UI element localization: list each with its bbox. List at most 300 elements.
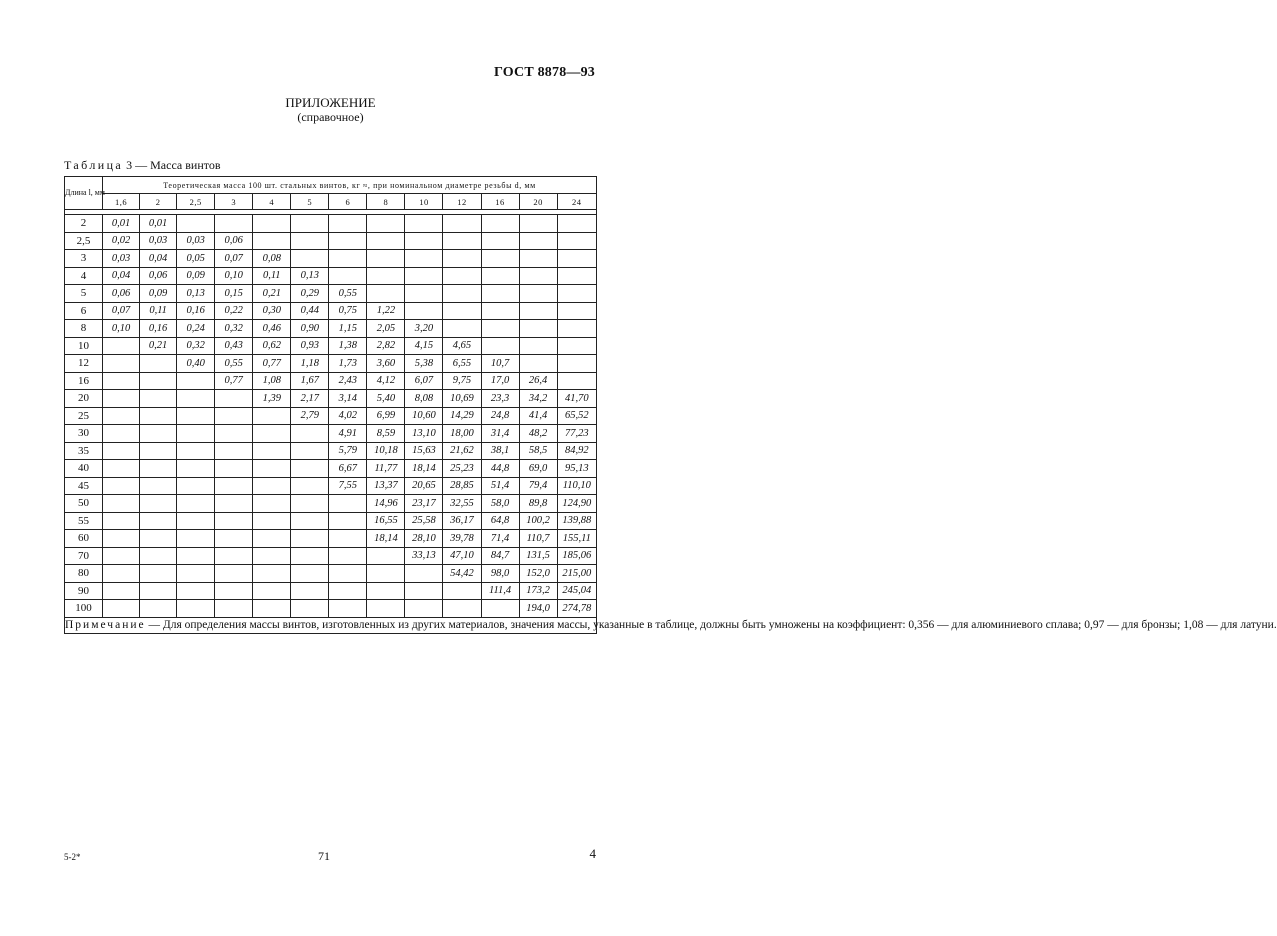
mass-cell: 0,21 (140, 337, 177, 355)
mass-cell (519, 302, 557, 320)
mass-cell (519, 355, 557, 373)
mass-cell: 0,29 (291, 285, 329, 303)
table-row (65, 250, 597, 268)
mass-cell (405, 285, 443, 303)
mass-cell (291, 215, 329, 233)
length-cell: 20 (65, 390, 103, 408)
mass-cell (215, 425, 253, 443)
mass-cell (291, 530, 329, 548)
length-cell: 8 (65, 320, 103, 338)
mass-cell (329, 232, 367, 250)
table-row (65, 355, 597, 373)
mass-cell: 0,09 (140, 285, 177, 303)
mass-cell: 0,40 (177, 355, 215, 373)
length-cell: 3 (65, 250, 103, 268)
note-text: — Для определения массы винтов, изготовленных из других материалов, значения массы, указанные в таблице, должны быть умножены на коэффициент: 0,356 — для алюминиевого сплава; 0,97 — для бронзы; 1,08 — для латуни. (148, 618, 1277, 631)
mass-cell (557, 250, 596, 268)
mass-cell (367, 267, 405, 285)
table-row (65, 530, 597, 548)
mass-cell: 48,2 (519, 425, 557, 443)
mass-cell (519, 285, 557, 303)
mass-cell: 152,0 (519, 565, 557, 583)
mass-cell: 0,06 (215, 232, 253, 250)
mass-cell: 0,03 (103, 250, 140, 268)
table-row (65, 425, 597, 443)
mass-cell: 25,58 (405, 512, 443, 530)
mass-cell (103, 495, 140, 513)
mass-cell (215, 390, 253, 408)
mass-cell: 0,07 (215, 250, 253, 268)
mass-cell: 39,78 (443, 530, 481, 548)
mass-cell (367, 547, 405, 565)
mass-cell: 0,13 (177, 285, 215, 303)
mass-cell (215, 460, 253, 478)
mass-cell (329, 530, 367, 548)
table-note (65, 617, 1277, 633)
mass-cell: 0,11 (140, 302, 177, 320)
mass-cell (253, 442, 291, 460)
mass-cell: 0,32 (215, 320, 253, 338)
mass-cell (140, 460, 177, 478)
mass-cell (519, 320, 557, 338)
mass-cell: 65,52 (557, 407, 596, 425)
mass-cell (519, 337, 557, 355)
mass-cell (103, 372, 140, 390)
mass-cell: 4,02 (329, 407, 367, 425)
footer-code: 5-2* (64, 852, 81, 862)
table-row (65, 460, 597, 478)
mass-cell: 0,11 (253, 267, 291, 285)
mass-cell: 4,15 (405, 337, 443, 355)
mass-cell: 0,32 (177, 337, 215, 355)
table-row (65, 495, 597, 513)
length-cell: 2,5 (65, 232, 103, 250)
table-row (65, 372, 597, 390)
mass-cell (557, 320, 596, 338)
diameter-header: 5 (291, 194, 329, 210)
mass-cell (177, 425, 215, 443)
mass-cell (329, 495, 367, 513)
mass-cell (291, 477, 329, 495)
mass-cell (481, 232, 519, 250)
mass-cell (253, 425, 291, 443)
mass-cell: 14,96 (367, 495, 405, 513)
mass-cell (177, 390, 215, 408)
mass-cell (140, 442, 177, 460)
mass-cell (557, 267, 596, 285)
mass-cell: 84,7 (481, 547, 519, 565)
mass-cell: 0,08 (253, 250, 291, 268)
mass-cell (443, 267, 481, 285)
mass-cell: 2,17 (291, 390, 329, 408)
mass-cell: 18,14 (405, 460, 443, 478)
mass-cell (443, 582, 481, 600)
mass-cell (177, 407, 215, 425)
length-cell: 25 (65, 407, 103, 425)
mass-cell (291, 512, 329, 530)
mass-cell (405, 250, 443, 268)
mass-cell: 38,1 (481, 442, 519, 460)
mass-cell: 18,14 (367, 530, 405, 548)
mass-cell (177, 600, 215, 618)
note-label: Примечание (65, 618, 146, 631)
mass-cell (140, 372, 177, 390)
mass-cell (443, 215, 481, 233)
mass-cell (215, 477, 253, 495)
mass-cell (291, 232, 329, 250)
mass-cell: 20,65 (405, 477, 443, 495)
mass-cell: 274,78 (557, 600, 596, 618)
mass-cell (140, 390, 177, 408)
mass-cell: 110,7 (519, 530, 557, 548)
mass-cell (481, 215, 519, 233)
mass-cell (557, 337, 596, 355)
mass-cell: 1,08 (253, 372, 291, 390)
mass-cell: 18,00 (443, 425, 481, 443)
mass-cell: 1,73 (329, 355, 367, 373)
mass-cell: 47,10 (443, 547, 481, 565)
mass-cell: 10,69 (443, 390, 481, 408)
mass-cell: 0,77 (215, 372, 253, 390)
table-row (65, 320, 597, 338)
mass-cell (253, 232, 291, 250)
mass-cell (177, 530, 215, 548)
mass-cell: 0,06 (140, 267, 177, 285)
mass-cell (215, 600, 253, 618)
mass-cell (405, 582, 443, 600)
mass-cell (367, 250, 405, 268)
mass-cell: 0,16 (140, 320, 177, 338)
mass-cell: 1,15 (329, 320, 367, 338)
diameter-header: 3 (215, 194, 253, 210)
mass-cell (329, 215, 367, 233)
mass-cell: 1,39 (253, 390, 291, 408)
mass-cell: 185,06 (557, 547, 596, 565)
mass-table-body (65, 210, 597, 618)
mass-cell (291, 495, 329, 513)
mass-cell: 0,10 (103, 320, 140, 338)
mass-cell: 0,75 (329, 302, 367, 320)
mass-span-header: Теоретическая масса 100 шт. стальных винтов, кг ≈, при номинальном диаметре резьбы d, мм (103, 177, 597, 194)
mass-cell: 4,91 (329, 425, 367, 443)
mass-cell (405, 232, 443, 250)
mass-cell: 2,05 (367, 320, 405, 338)
mass-cell: 33,13 (405, 547, 443, 565)
mass-cell (215, 565, 253, 583)
mass-cell (103, 460, 140, 478)
mass-cell: 71,4 (481, 530, 519, 548)
mass-cell: 1,18 (291, 355, 329, 373)
mass-cell (253, 582, 291, 600)
document-code: ГОСТ 8878—93 (494, 65, 595, 80)
mass-cell (215, 530, 253, 548)
mass-cell (519, 232, 557, 250)
mass-cell: 58,0 (481, 495, 519, 513)
mass-cell: 4,65 (443, 337, 481, 355)
mass-cell (519, 215, 557, 233)
mass-cell: 0,24 (177, 320, 215, 338)
mass-cell (367, 285, 405, 303)
mass-cell: 0,30 (253, 302, 291, 320)
mass-cell (329, 582, 367, 600)
mass-cell: 28,10 (405, 530, 443, 548)
mass-cell: 24,8 (481, 407, 519, 425)
mass-cell (177, 565, 215, 583)
mass-cell (253, 530, 291, 548)
mass-cell (140, 512, 177, 530)
mass-cell (291, 460, 329, 478)
mass-cell: 31,4 (481, 425, 519, 443)
mass-cell (103, 442, 140, 460)
mass-cell: 89,8 (519, 495, 557, 513)
mass-cell: 69,0 (519, 460, 557, 478)
mass-cell: 139,88 (557, 512, 596, 530)
mass-cell (291, 600, 329, 618)
mass-cell (291, 250, 329, 268)
mass-cell: 28,85 (443, 477, 481, 495)
mass-cell: 10,18 (367, 442, 405, 460)
mass-cell: 25,23 (443, 460, 481, 478)
mass-cell (103, 530, 140, 548)
footer-sheet-number: 71 (318, 849, 330, 863)
table-row (65, 442, 597, 460)
mass-cell (140, 565, 177, 583)
mass-cell (481, 302, 519, 320)
mass-cell: 13,37 (367, 477, 405, 495)
mass-cell: 3,60 (367, 355, 405, 373)
mass-cell: 0,21 (253, 285, 291, 303)
length-cell: 4 (65, 267, 103, 285)
mass-cell: 155,11 (557, 530, 596, 548)
mass-cell (329, 512, 367, 530)
mass-cell: 11,77 (367, 460, 405, 478)
mass-cell: 6,07 (405, 372, 443, 390)
length-cell: 90 (65, 582, 103, 600)
mass-cell: 0,04 (140, 250, 177, 268)
mass-cell (177, 512, 215, 530)
mass-cell: 26,4 (519, 372, 557, 390)
table-row (65, 582, 597, 600)
length-cell: 16 (65, 372, 103, 390)
mass-cell (291, 547, 329, 565)
mass-cell (140, 582, 177, 600)
mass-cell: 0,93 (291, 337, 329, 355)
mass-cell: 5,38 (405, 355, 443, 373)
mass-cell: 3,14 (329, 390, 367, 408)
mass-cell: 17,0 (481, 372, 519, 390)
mass-cell: 84,92 (557, 442, 596, 460)
mass-cell: 1,67 (291, 372, 329, 390)
table-row (65, 565, 597, 583)
mass-cell: 1,22 (367, 302, 405, 320)
table-row (65, 547, 597, 565)
mass-cell: 0,44 (291, 302, 329, 320)
mass-cell: 21,62 (443, 442, 481, 460)
mass-cell (103, 390, 140, 408)
length-cell: 55 (65, 512, 103, 530)
mass-cell (177, 547, 215, 565)
table-row (65, 285, 597, 303)
mass-cell (329, 547, 367, 565)
mass-cell (329, 250, 367, 268)
mass-cell (253, 477, 291, 495)
mass-cell: 0,22 (215, 302, 253, 320)
mass-cell: 58,5 (519, 442, 557, 460)
mass-cell: 9,75 (443, 372, 481, 390)
mass-cell (103, 600, 140, 618)
mass-cell (140, 477, 177, 495)
mass-cell (177, 460, 215, 478)
mass-cell: 173,2 (519, 582, 557, 600)
mass-cell: 131,5 (519, 547, 557, 565)
mass-cell: 10,60 (405, 407, 443, 425)
length-cell: 70 (65, 547, 103, 565)
mass-cell (215, 495, 253, 513)
mass-cell (253, 407, 291, 425)
appendix-heading (0, 96, 661, 124)
mass-cell (215, 215, 253, 233)
mass-cell: 13,10 (405, 425, 443, 443)
mass-table (64, 176, 1277, 634)
mass-cell: 2,43 (329, 372, 367, 390)
mass-cell: 5,40 (367, 390, 405, 408)
mass-cell (291, 425, 329, 443)
table-caption-label: Таблица (64, 158, 124, 172)
mass-cell: 15,63 (405, 442, 443, 460)
mass-cell (367, 232, 405, 250)
mass-cell (215, 407, 253, 425)
mass-cell (291, 582, 329, 600)
length-cell: 80 (65, 565, 103, 583)
mass-cell (140, 530, 177, 548)
mass-cell: 41,70 (557, 390, 596, 408)
length-cell: 5 (65, 285, 103, 303)
table-row (65, 267, 597, 285)
mass-cell (215, 512, 253, 530)
mass-cell (103, 337, 140, 355)
mass-cell: 3,20 (405, 320, 443, 338)
mass-cell (140, 495, 177, 513)
mass-cell: 23,17 (405, 495, 443, 513)
mass-cell (481, 320, 519, 338)
mass-cell (443, 250, 481, 268)
mass-cell: 2,82 (367, 337, 405, 355)
mass-cell: 0,03 (140, 232, 177, 250)
mass-cell (177, 215, 215, 233)
mass-cell (177, 495, 215, 513)
table-row (65, 600, 597, 618)
mass-cell: 64,8 (481, 512, 519, 530)
mass-cell (557, 232, 596, 250)
mass-cell (367, 565, 405, 583)
mass-cell (519, 267, 557, 285)
diameter-header: 8 (367, 194, 405, 210)
mass-cell (253, 495, 291, 513)
mass-cell: 8,08 (405, 390, 443, 408)
mass-cell (557, 215, 596, 233)
mass-cell (405, 302, 443, 320)
mass-cell: 8,59 (367, 425, 405, 443)
mass-cell (253, 215, 291, 233)
table-caption-title: — Масса винтов (135, 158, 221, 172)
mass-cell (103, 582, 140, 600)
mass-cell: 0,07 (103, 302, 140, 320)
mass-cell: 0,43 (215, 337, 253, 355)
mass-cell: 0,01 (103, 215, 140, 233)
mass-cell (215, 582, 253, 600)
mass-cell (177, 372, 215, 390)
mass-cell (253, 547, 291, 565)
mass-cell (443, 302, 481, 320)
mass-cell (557, 302, 596, 320)
mass-cell (103, 547, 140, 565)
mass-cell: 111,4 (481, 582, 519, 600)
mass-cell (481, 600, 519, 618)
table-row (65, 477, 597, 495)
mass-cell: 98,0 (481, 565, 519, 583)
mass-cell: 2,79 (291, 407, 329, 425)
mass-cell (103, 407, 140, 425)
table-row (65, 512, 597, 530)
mass-cell: 0,15 (215, 285, 253, 303)
length-cell: 6 (65, 302, 103, 320)
mass-cell (291, 565, 329, 583)
mass-cell (140, 547, 177, 565)
mass-cell: 194,0 (519, 600, 557, 618)
mass-cell (557, 372, 596, 390)
length-cell: 40 (65, 460, 103, 478)
mass-cell (481, 285, 519, 303)
mass-cell: 0,77 (253, 355, 291, 373)
table-caption-number: 3 (126, 158, 133, 172)
mass-cell (405, 565, 443, 583)
mass-cell (253, 512, 291, 530)
diameter-header: 24 (557, 194, 596, 210)
table-row (65, 390, 597, 408)
mass-cell: 0,01 (140, 215, 177, 233)
mass-cell (215, 547, 253, 565)
diameter-header: 4 (253, 194, 291, 210)
mass-cell: 95,13 (557, 460, 596, 478)
mass-cell (177, 442, 215, 460)
diameter-header: 2 (140, 194, 177, 210)
diameter-header: 10 (405, 194, 443, 210)
mass-cell (215, 442, 253, 460)
table-row (65, 302, 597, 320)
mass-cell: 41,4 (519, 407, 557, 425)
length-column-header: Длина l, мм (65, 177, 103, 210)
mass-cell: 0,03 (177, 232, 215, 250)
mass-cell: 16,55 (367, 512, 405, 530)
table-row (65, 407, 597, 425)
mass-cell (481, 250, 519, 268)
mass-cell (329, 600, 367, 618)
mass-cell (291, 442, 329, 460)
length-cell: 30 (65, 425, 103, 443)
mass-cell: 6,99 (367, 407, 405, 425)
mass-cell: 10,7 (481, 355, 519, 373)
length-cell: 50 (65, 495, 103, 513)
mass-cell (405, 267, 443, 285)
mass-cell (443, 320, 481, 338)
mass-cell (103, 425, 140, 443)
mass-cell (367, 582, 405, 600)
mass-cell (103, 355, 140, 373)
length-cell: 12 (65, 355, 103, 373)
mass-cell (367, 215, 405, 233)
mass-cell: 5,79 (329, 442, 367, 460)
mass-cell (557, 355, 596, 373)
